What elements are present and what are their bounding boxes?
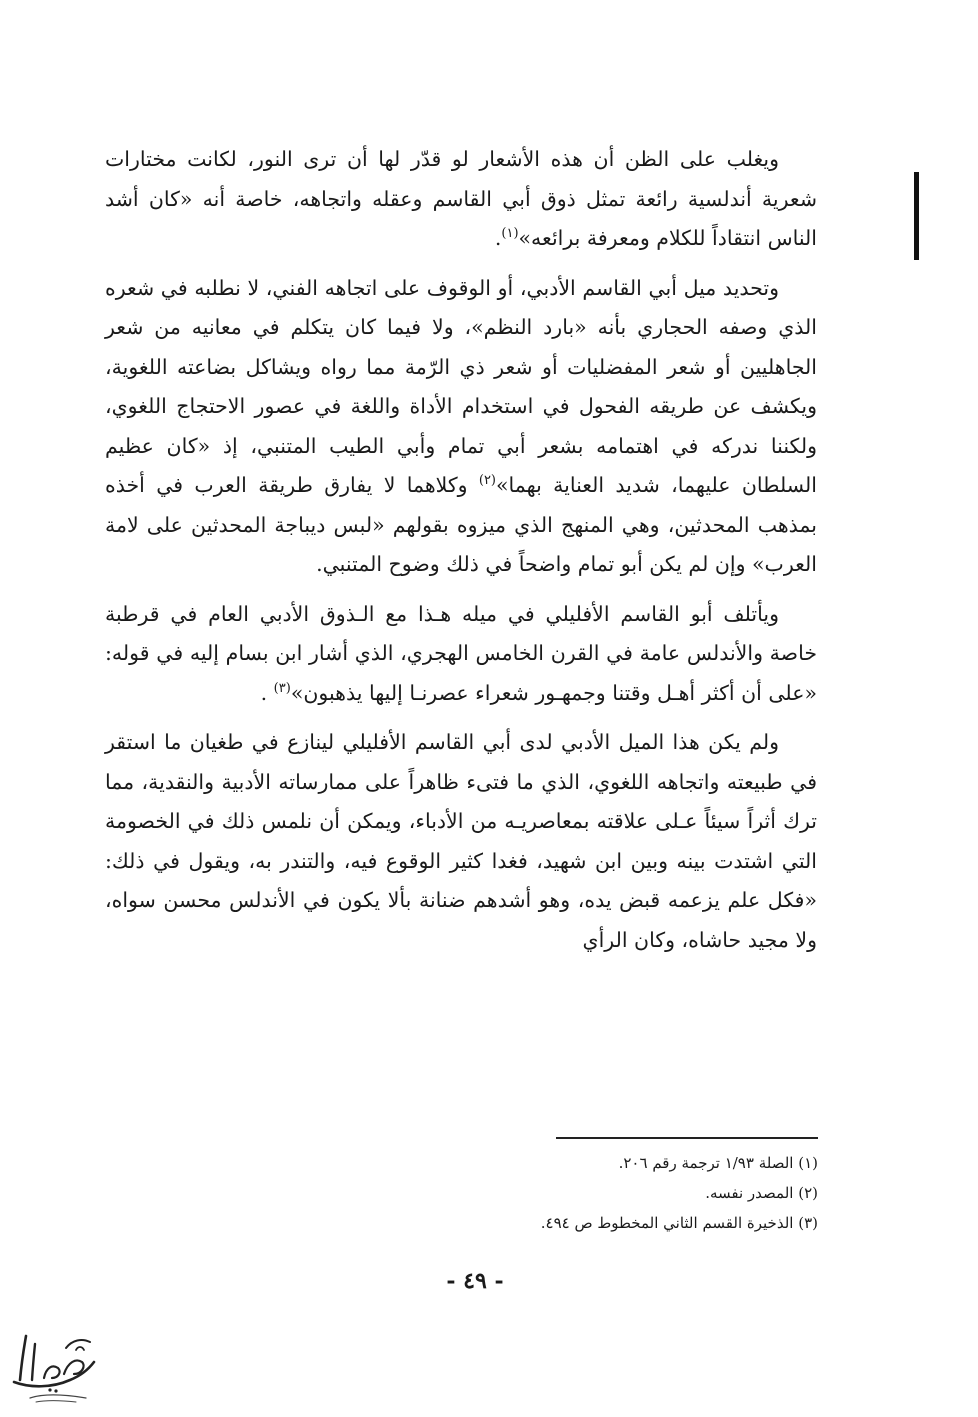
footnotes [420,1148,818,1238]
footnote-3: (٣) الذخيرة القسم الثاني المخطوط ص ٤٩٤. [540,1214,818,1232]
margin-marker-bar [914,172,919,260]
paragraph-1-end: . [494,226,502,250]
paragraph-4-text: ولم يكن هذا الميل الأدبي لدى أبي القاسم الأفليلي لينازع في طغيان ما استقر في طبيعته واتجاهه اللغوي، الذي ما فتىء ظاهراً على ممارساته الأدبية والنقدية، مما ترك أثراً سيئاً عـلى علاقته بمعاصريـه من الأدباء، ويمكن أن نلمس ذلك في الخصومة التي اشتدت بينه وبين ابن شهيد، فغدا كثير الوقوع فيه، والتندر به، ويقول في ذلك: «فكل علم يزعمه قبض يده، وهو أشدهم ضنانة بألا يكون في الأندلس محسن سواه، ولا مجيد حاشاه، وكان الرأي [105,730,817,952]
paragraph-3-end: . [260,680,274,705]
footnote-1: (١) الصلة ١/٩٣ ترجمة رقم ٢٠٦. [618,1154,818,1172]
paragraph-1-text: ويغلب على الظن أن هذه الأشعار لو قدّر لها أن ترى النور، لكانت مختارات شعرية أندلسية رائعة تمثل ذوق أبي القاسم وعقله واتجاهه، خاصة أنه «كان أشد الناس انتقاداً للكلام ومعرفة برائعه» [105,147,817,250]
footnote-ref-3: (٣) [273,680,291,696]
paragraph-2-text: وتحديد ميل أبي القاسم الأدبي، أو الوقوف على اتجاهه الفني، لا نطلبه في شعره الذي وصفه الحجاري بأنه «بارد النظم»، ولا فيما كان يتكلم في معانيه من شعر الجاهليين أو شعر المفضليات أو شعر ذي الرّمة مما رواه ويشاكل بضاعته اللغوية، ويكشف عن طريقه الفحول في استخدام الأداة واللغة في عصور الاحتجاج اللغوي، ولكننا ندركه في اهتمامه بشعر أبي تمام وأبي الطيب المتنبي، إذ «كان عظيم السلطان عليهما، شديد العناية بهما» [105,275,817,497]
footnote-ref-1: (١) [501,226,519,242]
paragraph-3-text: ويأتلف أبو القاسم الأفليلي في ميله هـذا مع الـذوق الأدبي العام في قرطبة خاصة والأندلس عامة في القرن الخامس الهجري، الذي أشار ابن بسام إليه في قوله: «على أن أكثر أهـل وقتنا وجمهـور شعراء عصرنـا إليها يذهبون» [105,601,817,705]
publisher-stamp-logo [6,1318,102,1410]
paragraph-1 [105,140,817,259]
page-number: - ٤٩ - [446,1268,504,1294]
paragraph-3 [105,595,817,714]
footnote-ref-2: (٢) [478,473,496,489]
paragraph-2 [105,269,817,585]
footnote-separator [556,1137,818,1139]
paragraph-2-end: وكلاهما لا يفارق طريقة العرب في أخذه بمذهب المحدثين، وهي المنهج الذي ميزوه بقولهم «لبس ديباجة المحدثين على لامة العرب» وإن لم يكن أبو تمام واضحاً في ذلك وضوح المتنبي. [105,473,817,576]
main-text [105,140,817,970]
footnote-2: (٢) المصدر نفسه. [705,1184,818,1202]
paragraph-4 [105,723,817,960]
